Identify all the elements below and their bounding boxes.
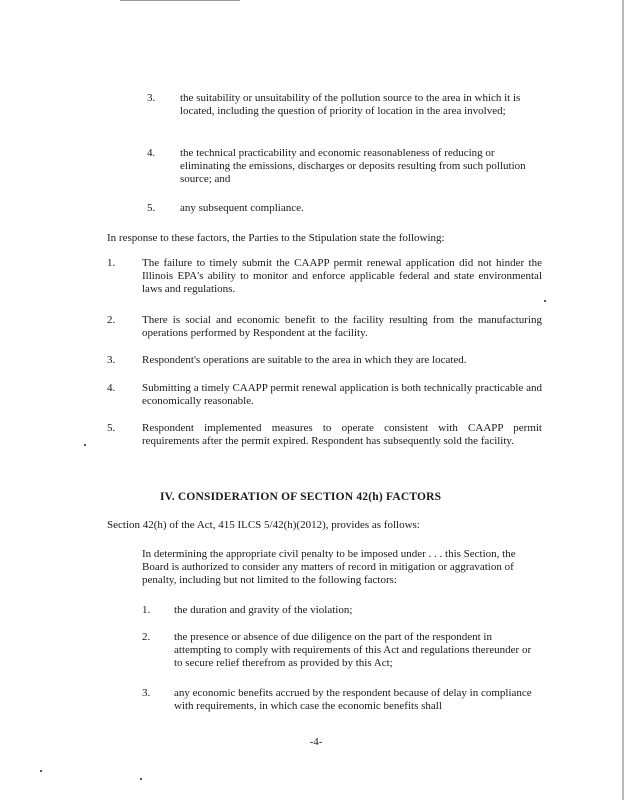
factor-text: the presence or absence of due diligence on the part of the respondent in attempting to comply with requirements of this Act and regulations thereunder or to secure relief therefrom as provided by this Act;: [174, 631, 532, 669]
scan-speck: [544, 300, 546, 302]
list-item-text: any subsequent compliance.: [180, 202, 304, 214]
response-number: 2.: [107, 314, 116, 326]
factor-text: any economic benefits accrued by the respondent because of delay in compliance with requirements, in which case the economic benefits shall: [174, 687, 532, 712]
response-text: Respondent's operations are suitable to the area in which they are located.: [142, 354, 467, 366]
scan-speck: [84, 444, 86, 446]
quote-intro: In determining the appropriate civil penalty to be imposed under . . . this Section, the Board is authorized to consider any matters of record in mitigation or aggravation of penalty, including but not limited to the following factors:: [142, 548, 516, 586]
response-intro: In response to these factors, the Parties to the Stipulation state the following:: [107, 232, 445, 244]
response-number: 1.: [107, 257, 116, 269]
response-number: 5.: [107, 422, 116, 434]
response-text: There is social and economic benefit to the facility resulting from the manufacturing operations performed by Respondent at the facility.: [142, 314, 542, 339]
factor-number: 1.: [142, 604, 151, 616]
scan-speck: [40, 770, 42, 772]
scan-artifact-line: [120, 0, 240, 1]
list-item-text: the suitability or unsuitability of the pollution source to the area in which it is located, including the question of priority of location in the area involved;: [180, 92, 521, 117]
response-text: Submitting a timely CAAPP permit renewal application is both technically practicable and economically reasonable.: [142, 382, 542, 407]
list-number: 3.: [147, 92, 156, 104]
section-intro: Section 42(h) of the Act, 415 ILCS 5/42(h)(2012), provides as follows:: [107, 519, 420, 531]
factor-number: 3.: [142, 687, 151, 699]
list-item-text: the technical practicability and economic reasonableness of reducing or eliminating the emissions, discharges or deposits resulting from such pollution source; and: [180, 147, 526, 185]
list-number: 4.: [147, 147, 156, 159]
response-number: 3.: [107, 354, 116, 366]
scan-speck: [140, 778, 142, 780]
response-text: The failure to timely submit the CAAPP permit renewal application did not hinder the Illinois EPA's ability to monitor and enforce applicable federal and state environmental laws and regulations.: [142, 257, 542, 295]
factor-text: the duration and gravity of the violation;: [174, 604, 353, 616]
factor-number: 2.: [142, 631, 151, 643]
section-heading: IV. CONSIDERATION OF SECTION 42(h) FACTORS: [160, 491, 442, 503]
response-text: Respondent implemented measures to operate consistent with CAAPP permit requirements after the permit expired. Respondent has subsequently sold the facility.: [142, 422, 542, 447]
response-number: 4.: [107, 382, 116, 394]
list-number: 5.: [147, 202, 156, 214]
page-number: -4-: [309, 736, 323, 748]
